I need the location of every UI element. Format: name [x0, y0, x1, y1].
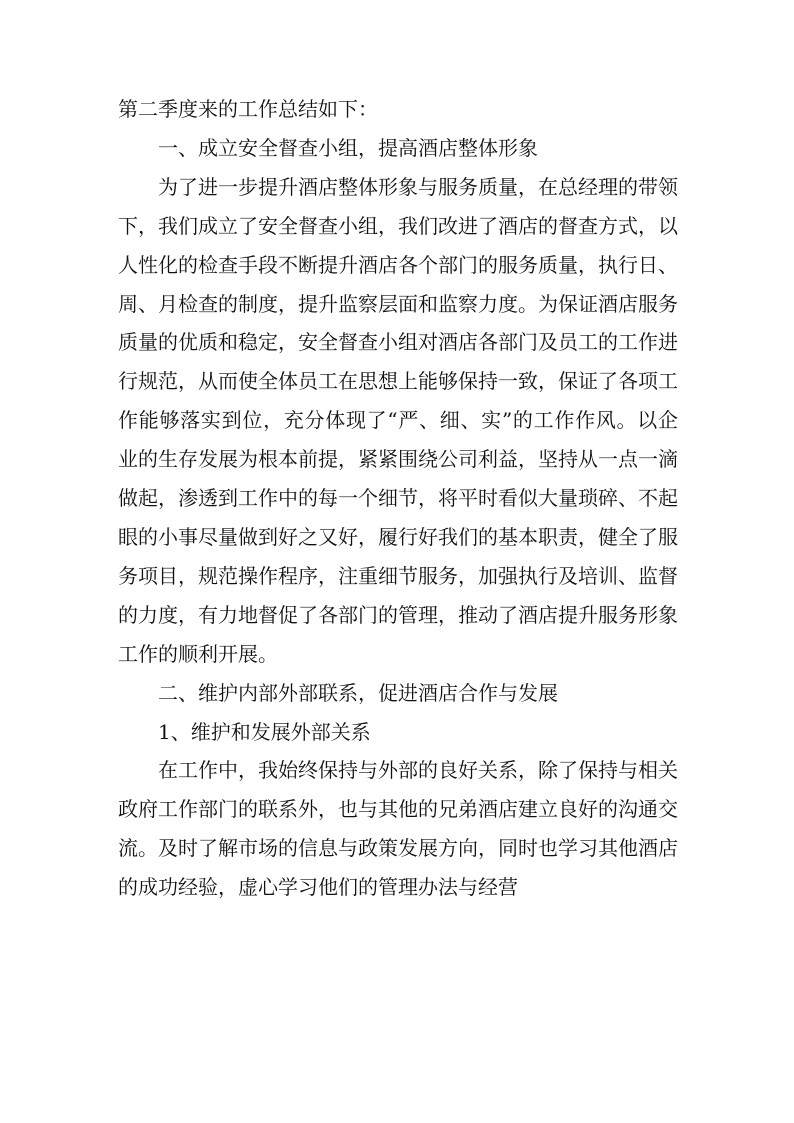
document-body: [118, 90, 678, 907]
intro-line: 第二季度来的工作总结如下：: [118, 97, 378, 121]
section1-paragraph: 为了进一步提升酒店整体形象与服务质量，在总经理的带领下，我们成立了安全督查小组，我们改进了酒店的督查方式，以人性化的检查手段不断提升酒店各个部门的服务质量，执行日、周、月检查的制度，提升监察层面和监察力度。为保证酒店服务质量的优质和稳定，安全督查小组对酒店各部门及员工的工作进行规范，从而使全体员工在思想上能够保持一致，保证了各项工作能够落实到位，充分体现了“严、细、实”的工作作风。以企业的生存发展为根本前提，紧紧围绕公司利益，坚持从一点一滴做起，渗透到工作中的每一个细节，将平时看似大量琐碎、不起眼的小事尽量做到好之又好，履行好我们的基本职责，健全了服务项目，规范操作程序，注重细节服务，加强执行及培训、监督的力度，有力地督促了各部门的管理，推动了酒店提升服务形象工作的顺利开展。: [118, 174, 678, 666]
section1-heading: 一、成立安全督查小组，提高酒店整体形象: [158, 135, 538, 160]
section2-paragraph: 在工作中，我始终保持与外部的良好关系，除了保持与相关政府工作部门的联系外，也与其他的兄弟酒店建立良好的沟通交流。及时了解市场的信息与政策发展方向，同时也学习其他酒店的成功经验，虚心学习他们的管理办法与经营: [118, 758, 678, 900]
section2-subheading: 1、维护和发展外部关系: [158, 719, 371, 744]
section2-heading: 二、维护内部外部联系，促进酒店合作与发展: [158, 680, 558, 705]
